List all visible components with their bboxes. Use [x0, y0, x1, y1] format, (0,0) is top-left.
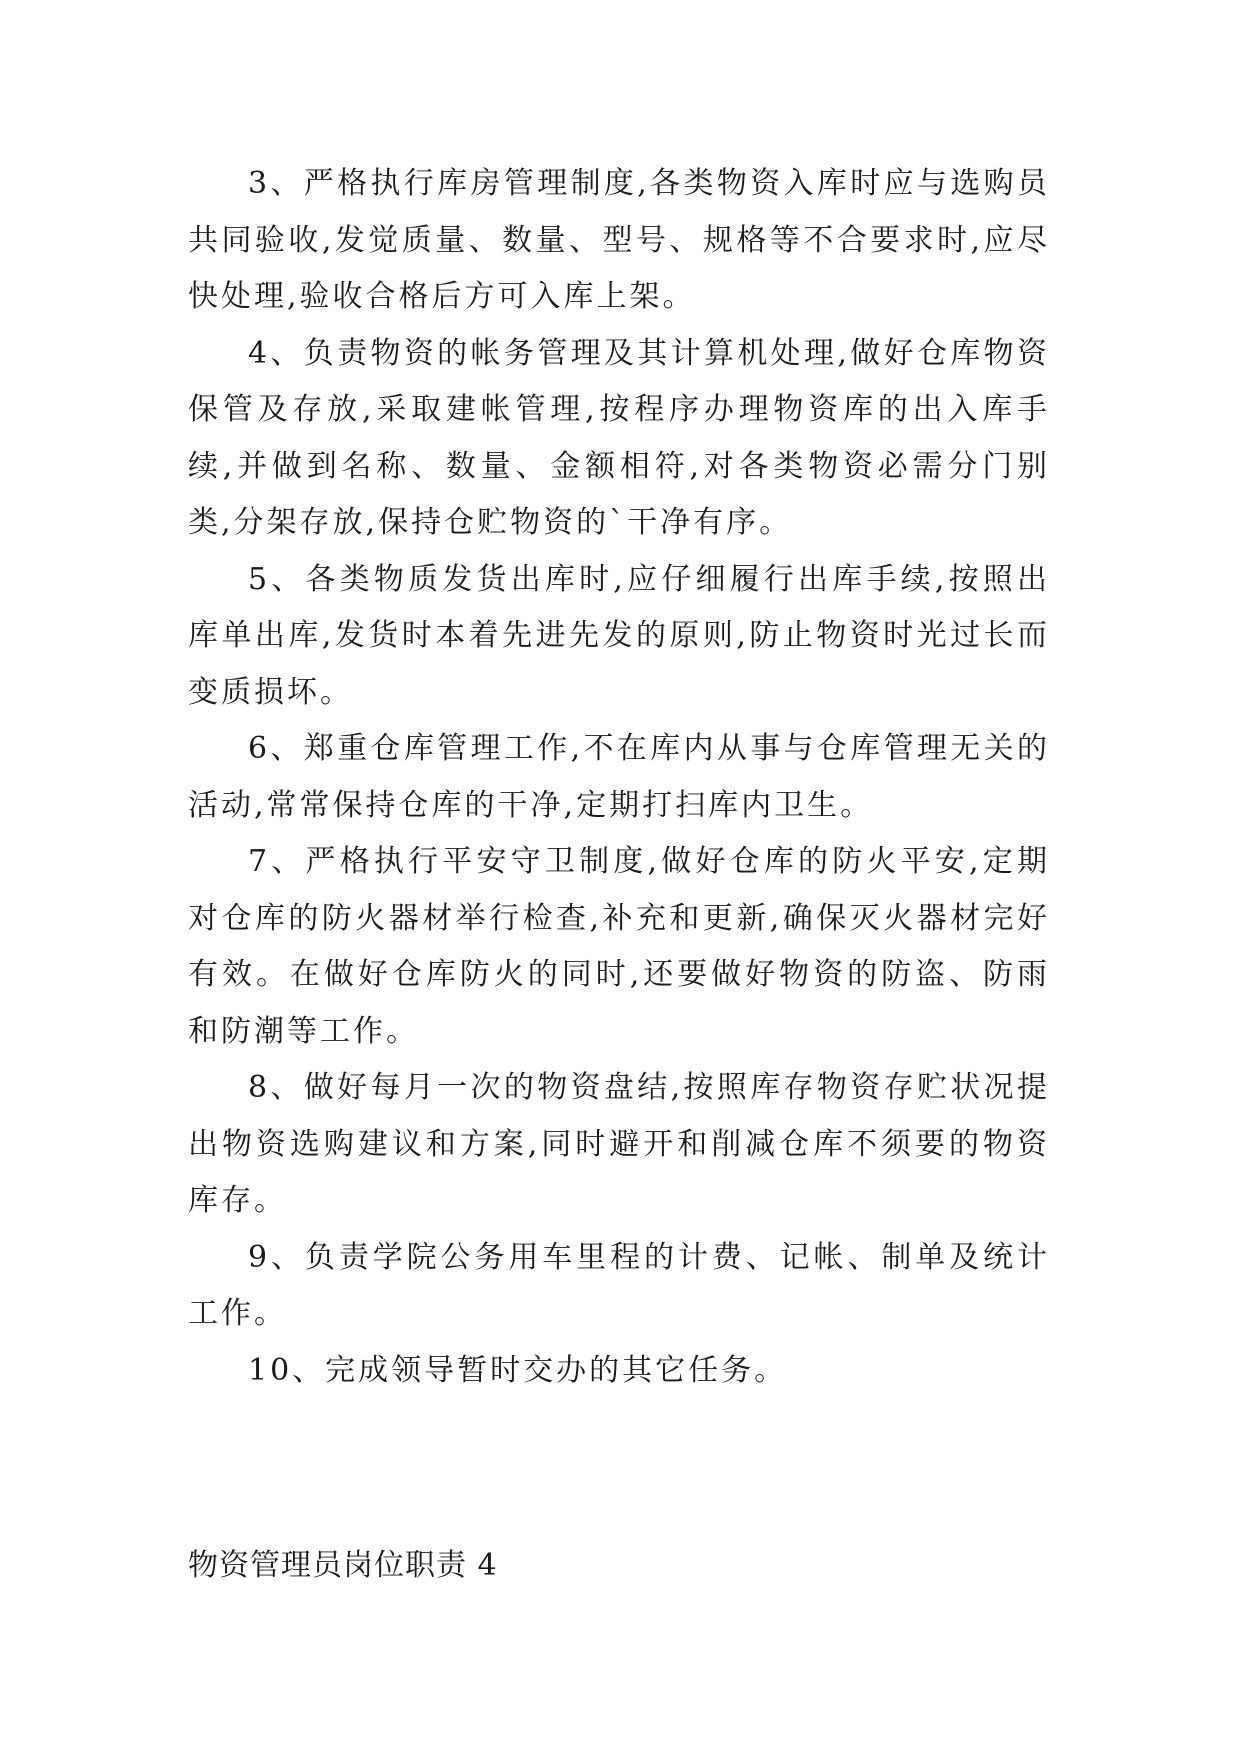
paragraph-item-8: 8、做好每月一次的物资盘结,按照库存物资存贮状况提出物资选购建议和方案,同时避开和削减仓库不须要的物资库存。	[188, 1070, 1050, 1218]
section-heading: 物资管理员岗位职责 4	[188, 1548, 498, 1583]
paragraph-item-4: 4、负责物资的帐务管理及其计算机处理,做好仓库物资保管及存放,采取建帐管理,按程序办理物资库的出入库手续,并做到名称、数量、金额相符,对各类物资必需分门别类,分架存放,保持仓贮物资的`干净有序。	[188, 335, 1050, 540]
paragraph-item-10: 10、完成领导暂时交办的其它任务。	[248, 1352, 788, 1388]
paragraph-item-5: 5、各类物质发货出库时,应仔细履行出库手续,按照出库单出库,发货时本着先进先发的原则,防止物资时光过长而变质损坏。	[188, 561, 1050, 710]
paragraph-item-7: 7、严格执行平安守卫制度,做好仓库的防火平安,定期对仓库的防火器材举行检查,补充和更新,确保灭火器材完好有效。在做好仓库防火的同时,还要做好物资的防盗、防雨和防潮等工作。	[188, 844, 1050, 1049]
paragraph-item-9: 9、负责学院公务用车里程的计费、记帐、制单及统计工作。	[188, 1239, 1050, 1331]
paragraph-item-6: 6、郑重仓库管理工作,不在库内从事与仓库管理无关的活动,常常保持仓库的干净,定期打扫库内卫生。	[188, 731, 1050, 823]
document-body	[188, 156, 1050, 1399]
paragraph-item-3: 3、严格执行库房管理制度,各类物资入库时应与选购员共同验收,发觉质量、数量、型号、规格等不合要求时,应尽快处理,验收合格后方可入库上架。	[188, 166, 1050, 314]
